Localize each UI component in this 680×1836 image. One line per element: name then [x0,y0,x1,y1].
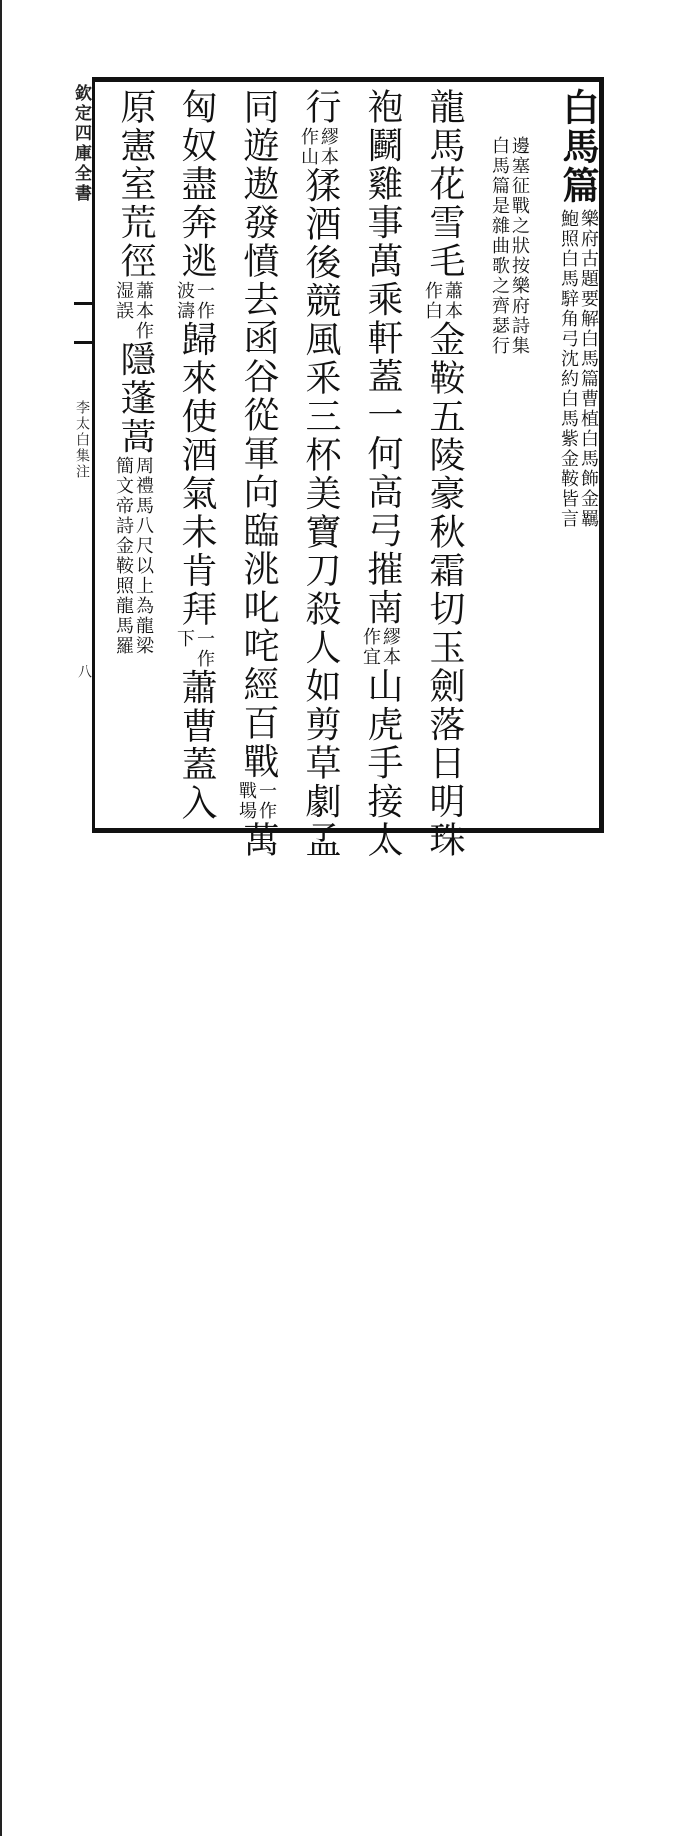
text-column-6 [99,88,156,824]
main-text: 原憲室荒徑 [115,88,156,281]
title-column [530,88,598,824]
inline-note-line: 作白 [422,280,443,321]
inline-note-line: 周禮馬八尺以上為龍梁 [133,456,154,656]
main-text: 萬 [238,821,279,860]
fold-series-title: 欽定四庫全書 [71,84,91,204]
fold-fishtail-mark [74,302,94,344]
preface-note-column [467,88,529,824]
column-divider [0,1492,2,1836]
main-text: 龍馬花雪毛 [424,88,465,281]
inline-note-line: 一作 [256,781,277,821]
page-number: 八 [76,664,92,678]
inline-note-line: 作宜 [360,627,381,667]
main-text: 蕭曹蓋入 [176,668,217,823]
inline-note-line: 作山 [298,126,319,167]
main-text: 行 [300,88,341,127]
main-text: 隱蓬蒿 [115,340,156,456]
inline-note [360,627,400,667]
inline-note [422,281,462,321]
poem-title: 白馬篇 [556,88,600,205]
frame-top-border [92,77,604,82]
inline-note [113,281,153,341]
text-column-1 [412,88,465,860]
inline-note-line: 一作 [194,280,215,321]
inline-note-line: 繆本 [380,627,401,667]
inline-note-line: 蕭本 [442,280,463,321]
inline-note [113,456,153,656]
main-text: 山虎手接太 [362,667,403,860]
title-note [558,209,598,529]
main-text: 匈奴盡奔逃 [176,88,217,281]
inline-note-line: 戰場 [236,781,257,821]
inline-note-line: 波濤 [174,280,195,321]
inline-note-line: 簡文帝詩金鞍照龍馬羅 [113,456,134,656]
main-text: 袍鬬雞事萬乘軒蓋一何高弓摧南 [362,88,403,627]
inline-note-line: 一作 [194,628,215,669]
inline-note-line: 蕭本作 [133,280,154,341]
main-text: 歸來使酒氣未肯拜 [176,320,217,629]
text-column-4 [226,88,279,860]
main-text: 猱酒後競風釆三杯美寶刀殺人如剪草劇孟 [300,166,341,860]
frame-bottom-border [92,828,604,833]
inline-note-line: 下 [174,628,195,649]
title-note-line-2: 鮑照白馬騂角弓沈約白馬紫金鞍皆言 [558,209,579,529]
text-column-3 [288,88,341,860]
inline-note [298,127,338,167]
text-column-2 [350,88,403,860]
main-text: 金鞍五陵豪秋霜切玉劍落日明珠 [424,320,465,860]
preface-note-line-2: 白馬篇是雜曲歌之齊瑟行 [489,136,510,356]
inline-note [236,781,276,821]
main-text: 同遊遨發憤去函谷從軍向臨洮叱咤經百戰 [238,88,279,781]
column-divider [0,0,2,746]
fold-book-name: 李太白集注 [74,400,90,480]
text-column-5 [164,88,217,824]
preface-note-line-1: 邊塞征戰之狀按樂府詩集 [509,136,530,356]
inline-note-line: 湿誤 [113,280,134,321]
inline-note-line: 繆本 [318,126,339,167]
inline-note [174,281,214,321]
column-divider [0,746,2,1492]
inline-note [174,629,214,669]
title-note-line-1: 樂府古題要解白馬篇曹植白馬飾金羈 [578,209,599,529]
